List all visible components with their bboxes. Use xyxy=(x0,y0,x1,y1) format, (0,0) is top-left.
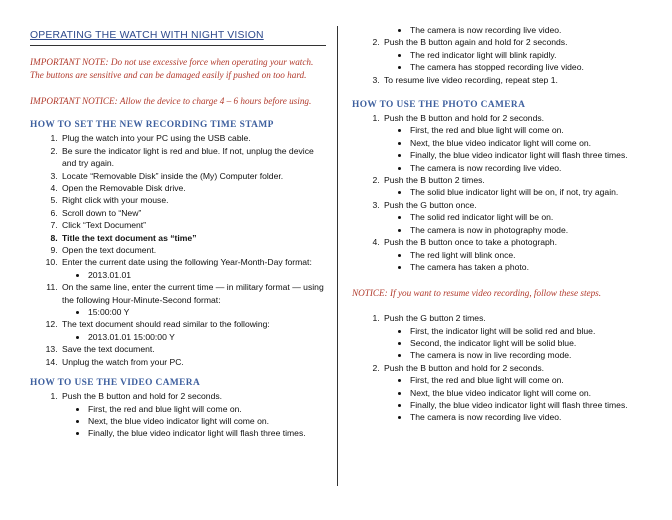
video-substep: • First, the red and blue light will come on. xyxy=(88,403,326,415)
timestamp-step: 11. On the same line, enter the current time — in military format — using the following Hour-Minute-Second format: • 15:00:00 Y xyxy=(60,281,326,318)
video-steps-right xyxy=(352,24,652,86)
timestamp-step: 8. Title the text document as “time” xyxy=(60,232,326,244)
timestamp-step: 2. Be sure the indicator light is red and blue. If not, unplug the device and try again. xyxy=(60,145,326,170)
resume-step: 1. Push the G button 2 times. • First, the indicator light will be solid red and blue. • Second, the indicator light will be solid blue. • The camera is now in live recording mode. xyxy=(382,312,652,362)
photo-steps xyxy=(352,112,652,273)
video-heading: HOW TO USE THE VIDEO CAMERA xyxy=(30,378,201,389)
photo-substep: • Finally, the blue video indicator light will flash three times. xyxy=(410,149,652,161)
photo-substep: • The red light will blink once. xyxy=(410,249,652,261)
photo-step: 4. Push the B button once to take a photograph. • The red light will blink once. • The camera has taken a photo. xyxy=(382,236,652,273)
video-substep: • Finally, the blue video indicator light will flash three times. xyxy=(88,427,326,439)
photo-substep: • The camera is now recording live video. xyxy=(410,162,652,174)
photo-step: 1. Push the B button and hold for 2 seconds. • First, the red and blue light will come on. • Next, the blue video indicator light will come on. • Finally, the blue video indicator light will flash three times. • The camera is now recording live video. xyxy=(382,112,652,174)
timestamp-step: 6. Scroll down to “New” xyxy=(60,207,326,219)
photo-substep: • First, the red and blue light will come on. xyxy=(410,124,652,136)
video-steps-left xyxy=(30,390,326,440)
date-format-example: • 2013.01.01 xyxy=(88,269,326,281)
photo-substep: • The solid blue indicator light will be on, if not, try again. xyxy=(410,186,652,198)
timestamp-step: 4. Open the Removable Disk drive. xyxy=(60,182,326,194)
timestamp-step: 10. Enter the current date using the following Year-Month-Day format: • 2013.01.01 xyxy=(60,256,326,281)
photo-heading: HOW TO USE THE PHOTO CAMERA xyxy=(352,100,526,111)
resume-substep: • Finally, the blue video indicator light will flash three times. xyxy=(410,399,652,411)
video-substep: • Next, the blue video indicator light will come on. xyxy=(88,415,326,427)
video-substep: • The camera is now recording live video. xyxy=(410,24,652,36)
page-title: OPERATING THE WATCH WITH NIGHT VISION xyxy=(30,30,326,46)
timestamp-step: 9. Open the text document. xyxy=(60,244,326,256)
timestamp-steps xyxy=(30,132,326,368)
full-format-example: • 2013.01.01 15:00:00 Y xyxy=(88,331,326,343)
video-step: 1. Push the B button and hold for 2 seconds. • First, the red and blue light will come on. • Next, the blue video indicator light will come on. • Finally, the blue video indicator light will flash three times. xyxy=(60,390,326,440)
photo-substep: • The solid red indicator light will be on. xyxy=(410,211,652,223)
timestamp-step: 1. Plug the watch into your PC using the USB cable. xyxy=(60,132,326,144)
resume-substep: • First, the indicator light will be solid red and blue. xyxy=(410,325,652,337)
timestamp-step: 3. Locate “Removable Disk” inside the (My) Computer folder. xyxy=(60,170,326,182)
timestamp-step: 13. Save the text document. xyxy=(60,343,326,355)
resume-substep: • Next, the blue video indicator light will come on. xyxy=(410,387,652,399)
video-step: 3. To resume live video recording, repeat step 1. xyxy=(382,74,652,86)
resume-notice: NOTICE: If you want to resume video recording, follow these steps. xyxy=(352,288,602,299)
photo-substep: • The camera is now in photography mode. xyxy=(410,224,652,236)
video-substep: • The camera has stopped recording live video. xyxy=(410,61,652,73)
photo-substep: • The camera has taken a photo. xyxy=(410,261,652,273)
important-note: IMPORTANT NOTE: Do not use excessive force when operating your watch. The buttons are sensitive and can be damaged easily if pushed on too hard. xyxy=(30,57,314,80)
photo-step: 2. Push the B button 2 times. • The solid blue indicator light will be on, if not, try again. xyxy=(382,174,652,199)
important-notice: IMPORTANT NOTICE: Allow the device to charge 4 – 6 hours before using. xyxy=(30,95,312,106)
resume-substep: • Second, the indicator light will be solid blue. xyxy=(410,337,652,349)
left-column xyxy=(30,30,326,450)
resume-substep: • The camera is now recording live video. xyxy=(410,411,652,423)
photo-substep: • Next, the blue video indicator light will come on. xyxy=(410,137,652,149)
resume-substep: • First, the red and blue light will come on. xyxy=(410,374,652,386)
video-substep: • The red indicator light will blink rapidly. xyxy=(410,49,652,61)
timestamp-step: 14. Unplug the watch from your PC. xyxy=(60,356,326,368)
resume-substep: • The camera is now in live recording mode. xyxy=(410,349,652,361)
timestamp-step: 5. Right click with your mouse. xyxy=(60,194,326,206)
video-step: 2. Push the B button again and hold for 2 seconds. • The red indicator light will blink rapidly. • The camera has stopped recording live video. xyxy=(382,36,652,73)
resume-step: 2. Push the B button and hold for 2 seconds. • First, the red and blue light will come on. • Next, the blue video indicator light will come on. • Finally, the blue video indicator light will flash three times. • The camera is now recording live video. xyxy=(382,362,652,424)
photo-step: 3. Push the G button once. • The solid red indicator light will be on. • The camera is now in photography mode. xyxy=(382,199,652,236)
right-column xyxy=(352,24,652,434)
time-format-example: • 15:00:00 Y xyxy=(88,306,326,318)
resume-steps xyxy=(352,312,652,424)
timestamp-step: 7. Click “Text Document” xyxy=(60,219,326,231)
column-divider xyxy=(337,26,338,486)
timestamp-step: 12. The text document should read similar to the following: • 2013.01.01 15:00:00 Y xyxy=(60,318,326,343)
video-step-continued xyxy=(382,24,652,36)
timestamp-heading: HOW TO SET THE NEW RECORDING TIME STAMP xyxy=(30,120,274,131)
